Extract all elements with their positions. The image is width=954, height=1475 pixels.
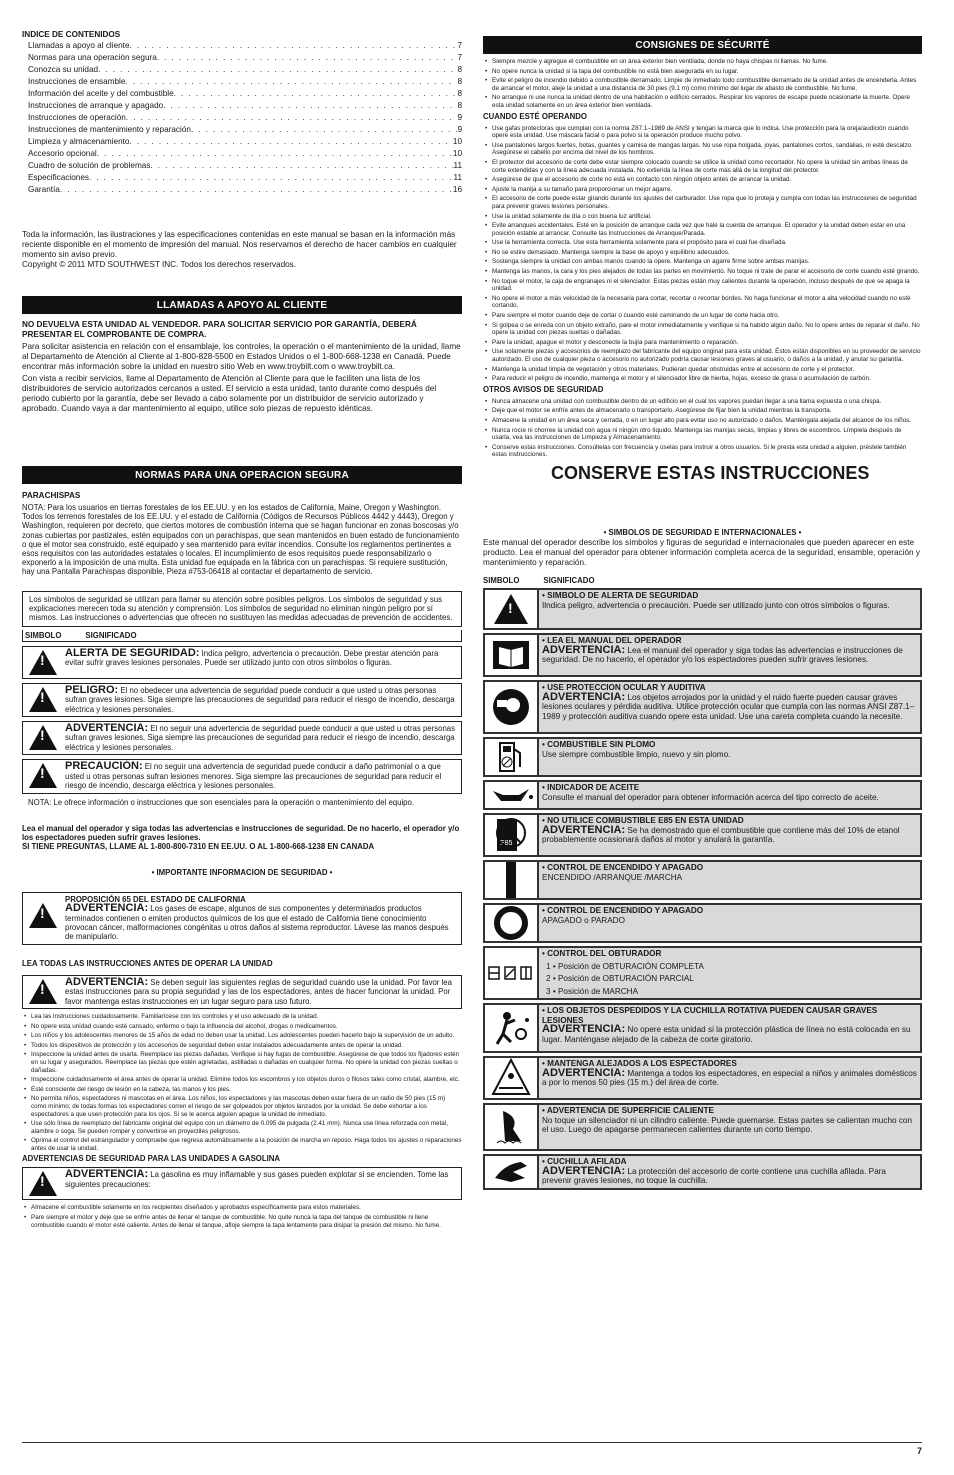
no-e85-icon [485,815,539,855]
alert-triangle-icon [485,590,539,628]
list-item: • Esté consciente del riesgo de lesión en la cabeza, las manos y los pies. [22,1086,462,1094]
toc-leader [125,76,457,88]
copyright: Copyright © 2011 MTD SOUTHWEST INC. Todos los derechos reservados. [22,260,297,269]
list-item: • No permita niños, espectadores ni mascotas en el área. Los niños, los espectadores y las mascotas deben estar fuera de un radio de 50 pies (15 m) como mínimo; de todas formas los espectadores corren el riesgo de ser golpeados por objetos lanzados por la unidad. Se debe exhortar a los espectadores a que usen protección para los ojos. Si se le acerca alguien apague la unidad de inmediato. [22,1095,462,1118]
toc-row [22,160,462,172]
toc-item-page: 8 [457,101,462,110]
signal-words [22,646,462,794]
list-item: • Use solamente piezas y accesorios de reemplazo del fabricante del equipo original para esta unidad. Éstos están disponibles en su proveedor de servicio autorizado. El uso de cualquier pieza o accesorio no autorizado podría causar lesiones graves al usuario, o daños a la unidad, y anular su garantía. [483,348,922,363]
intl-symbol-text [539,1058,920,1098]
toc-leader [130,40,458,52]
intl-symbol-desc: No opere esta unidad si la protección plástica de línea no está colocada en su lugar. Manténgase alejado de la cabeza de corte giratorio. [542,1025,911,1044]
list-item: • Inspeccione la unidad antes de usarla. Reemplace las piezas dañadas. Verifique si hay fugas de combustible. Asegúrese de que todos los fijadores estén en su lugar y asegurados. Reemplace las piezas que estén agrietadas, astilladas o dañadas en cualquier forma. No opere la unidad con piezas sueltas o dañadas. [22,1051,462,1074]
intl-symbol-text [539,948,920,998]
prop65-heading: PROPOSICIÓN 65 DEL ESTADO DE CALIFORNIA [65,894,246,904]
intl-symbol-row [483,946,922,1000]
intl-symbol-body [542,690,917,722]
toc-row [22,172,462,184]
intl-paragraph: Este manual del operador describe los símbolos y figuras de seguridad e internacionales que pueden aparecer en este producto. Lea el manual del operador para obtener información completa acerca de la seguridad, ensamble, operación y mantenimiento y reparación. [483,537,920,567]
eye-ear-protection-icon [485,682,539,732]
intl-symbol-row [483,780,922,810]
intl-symbol-heading: • CONTROL DEL OBTURADOR [542,948,662,958]
toc-leader [97,148,453,160]
list-item: • Mantenga la unidad limpia de vegetación y otros materiales. Pudieran quedar obstruidas entre el accesorio de corte y el protector. [483,366,922,374]
choke-icon [485,948,539,998]
list-item: • No opere nunca la unidad si la tapa del combustible no está bien asegurada en su lugar. [483,68,922,76]
intl-symbol-row [483,1103,922,1151]
intl-symbol-text [539,682,920,732]
toc-item-page: 11 [453,173,462,182]
intl-warning-label: ADVERTENCIA: [542,643,626,656]
choke-position: 1 • Posición de OBTURACIÓN COMPLETA [546,961,704,971]
intl-symbol-desc: ENCENDIDO /ARRANQUE /MARCHA [542,872,683,882]
toc-item-title: Instrucciones de operación [28,113,126,122]
intl-symbol-row [483,737,922,777]
intl-symbol-body [542,601,917,611]
toc-item-page: 9 [457,125,462,134]
toc-row [22,112,462,124]
toc-item-title: Llamadas a apoyo al cliente [28,41,130,50]
list-item: • Mantenga las manos, la cara y los pies alejados de todas las partes en movimiento. No toque ni trate de parar el accesorio de corte cuando esté girando. [483,268,922,276]
intl-symbol-heading: • INDICADOR DE ACEITE [542,782,640,792]
conserve-heading: CONSERVE ESTAS INSTRUCCIONES [551,462,870,483]
list-item: • Lea las instrucciones cuidadosamente. Familiarícese con los controles y el uso adecuado de la unidad. [22,1013,462,1021]
list-item: • No toque el motor, la caja de engranajes ni el silenciador. Estas piezas están muy calientes durante la operación, incluso después de que se apaga la unidad. [483,278,922,293]
toc-item-page: 16 [452,185,462,194]
toc-item-title: Información del aceite y del combustible [28,89,174,98]
normas-bar: NORMAS PARA UNA OPERACION SEGURA [22,466,462,484]
triangle-shape [29,687,57,712]
list-item: • No opere el motor a más velocidad de la necesaria para cortar, recortar o recortar bordes. No haga funcionar el motor a alta velocidad cuando no esté cortando. [483,295,922,310]
other-notices-heading: OTROS AVISOS DE SEGURIDAD [483,384,604,394]
on-switch-icon [485,862,539,898]
intl-symbol-text [539,905,920,941]
toc-row [22,88,462,100]
intl-symbol-heading: • LEA EL MANUAL DEL OPERADOR [542,635,682,645]
alert-triangle-icon [23,1168,63,1199]
intl-symbol-body [542,793,917,803]
gas-warning-label: ADVERTENCIA: [65,1168,149,1181]
intl-symbol-row [483,588,922,630]
triangle-shape [29,650,57,675]
intl-symbol-text [539,815,920,855]
intl-symbol-heading: • SIMBOLO DE ALERTA DE SEGURIDAD [542,590,699,600]
list-item: • Evite arranques accidentales. Esté en la posición de arranque cada vez que hale la cuerda de arranque. El operador y la unidad deben estar en una posición estable al arrancar. Consulte las Instrucciones de Arranque/Parada. [483,222,922,237]
intl-symbol-desc: Lea el manual del operador y siga todas las advertencias e instrucciones de seguridad. De no hacerlo, el operador y/o los espectadores pueden sufrir graves lesiones. [542,645,903,665]
signal-desc: El no seguir una advertencia de seguridad puede conducir a que usted u otras personas sufran graves lesiones. Siga siempre las precauciones de seguridad para reducir el riesgo de incendio, descarga eléctrica y lesiones personales. [65,724,456,752]
questions-call: SI TIENE PREGUNTAS, LLAME AL 1-800-800-7310 EN EE.UU. O AL 1-800-668-1238 EN CANADA [22,842,375,852]
toc-row [22,136,462,148]
intl-symbol-row [483,1154,922,1190]
page-number: 7 [916,1446,922,1456]
list-item: • Todos los dispositivos de protección y los accesorios de seguridad deben estar instalados adecuadamente antes de operar la unidad. [22,1042,462,1050]
alert-triangle-icon [23,976,63,1007]
toc-item-title: Limpieza y almacenamiento [28,137,130,146]
alert-triangle-icon [23,760,63,791]
toc-row [22,40,462,52]
intl-symbol-heading: • USE PROTECCION OCULAR Y AUDITIVA [542,682,706,692]
intl-symbol-desc: No toque un silenciador ni un cilindro caliente. Puede quemarse. Estas partes se calientan mucho con el uso. Luego de apagarse permanecen calientes durante un corto tiempo. [542,1115,913,1135]
support-paragraph-2: Con vista a recibir servicios, llame al Departamento de Atención al Cliente para que le faciliten una lista de los distribuidores de servicio autorizados cercanos a usted. El servicio a esta unidad, tanto durante como después del periodo cubierto por la garantía, debe ser llevado a cabo solamente por un distribuidor de servicio autorizado y aprobado. Cuando vaya a dar mantenimiento al equipo, utilice solo piezas de repuesto idénticas. [22,374,437,413]
other-notices-list [483,398,922,459]
toc-leader [129,136,452,148]
list-item: • No arranque ni use nunca la unidad dentro de una habitación o edificio cerrados. Respirar los vapores de escape puede ocasionarle la muerte. Opere esta unidad solamente en un área exterior bien ventilada. [483,94,922,109]
list-item: • Asegúrese de que el accesorio de corte no está en contacto con ningún objeto antes de arrancar la unidad. [483,176,922,184]
toc-item-page: 7 [457,53,462,62]
intl-symbol-heading: • NO UTILICE COMBUSTIBLE E85 EN ESTA UNIDAD [542,815,744,825]
intro-text: Toda la información, las ilustraciones y las especificaciones contenidas en este manual se basan en la información más reciente disponible en el momento de impresión del manual. Nos reservamos el derecho de hacer cambios en cualquier momento sin aviso previo. [22,230,457,259]
rules-warning-box [22,975,462,1009]
toc-item-page: 8 [457,65,462,74]
footer-rule [22,1442,922,1443]
intl-symbol-heading: • ADVERTENCIA DE SUPERFICIE CALIENTE [542,1105,714,1115]
signal-word-row [22,683,462,717]
intl-symbol-body [542,1025,917,1044]
intl-symbol-desc: Los objetos arrojados por la unidad y el ruido fuerte pueden causar graves lesiones oculares y pérdida auditiva. Utilice protección ocular que cumpla con las normas ANSI Z87.1–1989 y protección auditiva cuando opere esta unidad. Use una careta completa cuando la necesite. [542,692,915,721]
read-manual-icon [485,635,539,675]
symbols-intro: Los símbolos de seguridad se utilizan para llamar su atención sobre posibles peligros. Los símbolos de seguridad y sus explicaciones merecen toda su atención y comprensión. Los símbolos de seguridad no eliminan ningún peligro por sí mismos. Las instrucciones o advertencias que ofrecen no sustituyen las medidas adecuadas de prevención de accidentes. [29,594,453,623]
intl-symbol-row [483,1003,922,1053]
toc-list [22,40,462,196]
fuel-safety-list [483,58,922,110]
prop65-box [22,892,462,945]
list-item: • Pare siempre el motor cuando deje de cortar o cuando esté caminando de un lugar de corte hacia otro. [483,312,922,320]
alert-triangle-icon [23,684,63,715]
toc-row [22,76,462,88]
toc-leader [163,100,457,112]
toc-item-title: Normas para una operación segura [28,53,157,62]
important-info-heading: • IMPORTANTE INFORMACION DE SEGURIDAD • [151,867,333,877]
table-of-contents [22,30,462,196]
read-manual-warning: Lea el manual del operador y siga todas las advertencias e instrucciones de seguridad. De no hacerlo, el operador y/o los espectadores pueden sufrir graves lesiones. [22,823,460,842]
left-column [22,30,462,1231]
signal-label: ALERTA DE SEGURIDAD: [65,646,200,659]
toc-item-title: Accesorio opcional [28,149,97,158]
intl-warning-label: ADVERTENCIA: [542,823,626,836]
svg-text:E85: E85 [500,839,513,847]
support-bar: LLAMADAS A APOYO AL CLIENTE [22,296,462,314]
intl-symbol-row [483,633,922,677]
toc-item-title: Garantía [28,185,60,194]
signal-desc: El no seguir una advertencia de seguridad puede conducir a daño patrimonial o a que usted u otras personas sufran lesiones menores. Siga siempre las precauciones de seguridad para reducir el riesgo de incendio, descarga eléctrica y lesiones personales. [65,762,442,791]
toc-row [22,184,462,196]
toc-item-title: Especificaciones [28,173,89,182]
gas-warning-text: La gasolina es muy inflamable y sus gases pueden explotar si se encienden. Tome las siguientes precauciones: [65,1170,449,1189]
intl-symbol-text [539,590,920,628]
list-item: • Pare siempre el motor y deje que se enfríe antes de llenar el tanque de combustible. No quite nunca la tapa del tanque de combustible ni llene combustible cuando el motor esté caliente. Antes de llenar el tanque, afloje siempre la tapa lentamente para disipar la presión del mismo. No fume. [22,1214,462,1229]
signal-word-row [22,646,462,679]
toc-leader [89,172,454,184]
intl-symbol-text [539,1156,920,1188]
toc-leader [150,160,453,172]
signal-label: PELIGRO: [65,683,119,696]
signal-text [63,684,461,716]
intl-symbol-heading: • CONTROL DE ENCENDIDO Y APAGADO [542,862,704,872]
toc-leader [191,124,458,136]
symbols-intro-box [22,591,462,627]
toc-leader [157,52,458,64]
intl-symbol-text [539,739,920,775]
toc-item-title: Instrucciones de mantenimiento y reparación [28,125,191,134]
toc-leader [174,88,458,100]
intl-symbol-text [539,862,920,898]
intl-symbol-desc: APAGADO o PARADO [542,915,625,925]
toc-row [22,100,462,112]
sharp-blade-icon [485,1156,539,1188]
intl-symbol-body [542,750,917,760]
triangle-shape [29,763,57,788]
signal-desc: Indica peligro, advertencia o precaución. Debe prestar atención para evitar sufrir graves lesiones personales. Puede ser utilizado junto con otros símbolos o figuras. [65,648,439,668]
list-item: • Para reducir el peligro de incendio, mantenga el motor y el silenciador libre de hierba, hojas, exceso de grasa o acumulación de carbón. [483,375,922,383]
list-item: • Use la unidad solamente de día o con buena luz artificial. [483,213,922,221]
triangle-shape [29,725,57,750]
toc-item-title: Cuadro de solución de problemas [28,161,151,170]
gas-warning-box [22,1167,462,1200]
toc-row [22,148,462,160]
intl-symbol-desc: Mantenga a todos los espectadores, en especial a niños y animales domésticos a por lo menos 50 pies (15 m.) del área de corte. [542,1068,917,1088]
toc-leader [126,112,458,124]
toc-row [22,64,462,76]
list-item: • No se estire demasiado. Mantenga siempre la base de apoyo y equilibrio adecuados. [483,249,922,257]
parachispas-heading: PARACHISPAS [22,491,81,500]
list-item: • No opere esta unidad cuando esté cansado, enfermo o bajo la influencia del alcohol, drogas o medicamentos. [22,1023,462,1031]
col-simbolo: SIMBOLO [483,575,520,585]
right-column [483,30,922,1190]
prop65-warning-label: ADVERTENCIA: [65,902,149,915]
intl-symbols-table [483,588,922,1190]
list-item: • Si golpea o se enreda con un objeto extraño, pare el motor inmediatamente y verifique si ha habido algún daño. No lo opere antes de reparar el daño. No opere la unidad con piezas sueltas o dañadas. [483,322,922,337]
list-item: • Inspeccione cuidadosamente el área antes de operar la unidad. Elimine todos los escombros y los objetos duros o filosos tales como cristal, alambre, etc. [22,1076,462,1084]
intl-symbol-desc: La protección del accesorio de corte contiene una cuchilla afilada. Para prevenir graves lesiones, no toque la cuchilla. [542,1166,886,1186]
bystanders-icon [485,1058,539,1098]
choke-position: 2 • Posición de OBTURACIÓN PARCIAL [546,974,694,984]
intl-symbol-text [539,1105,920,1149]
intl-symbol-text [539,1005,920,1051]
signal-text [63,760,461,792]
intl-symbol-heading: • MANTENGA ALEJADOS A LOS ESPECTADORES [542,1058,737,1068]
intl-symbol-body [542,1164,917,1186]
intl-symbol-body [542,1116,917,1135]
intl-symbol-row [483,680,922,734]
list-item: • Los niños y los adolescentes menores de 15 años de edad no deben usar la unidad. Los adolescentes pueden hacerlo bajo la supervisión de un adulto. [22,1032,462,1040]
intl-symbol-text [539,635,920,675]
signal-word-row [22,759,462,793]
signal-desc: El no obedecer una advertencia de seguridad puede conducir a que usted u otras personas sufran graves lesiones. Siga siempre las precauciones de seguridad para reducir el riesgo de incendio, descarga eléctrica y lesiones personales. [65,685,455,714]
intl-warning-label: ADVERTENCIA: [542,1066,626,1079]
toc-item-page: 7 [457,41,462,50]
alert-triangle-icon [23,722,63,753]
consignes-bar: CONSIGNES DE SÉCURITÉ [483,36,922,54]
intl-symbol-text [539,782,920,808]
intl-symbol-heading: • CUCHILLA AFILADA [542,1156,627,1166]
intl-symbol-body [542,873,917,883]
intl-heading: • SIMBOLOS DE SEGURIDAD E INTERNACIONALES • [603,527,802,537]
intl-symbol-heading: • LOS OBJETOS DESPEDIDOS Y LA CUCHILLA ROTATIVA PUEDEN CAUSAR GRAVES LESIONES [542,1005,878,1025]
signal-label: ADVERTENCIA: [65,722,149,735]
parachispas-note: NOTA: Para los usuarios en tierras forestales de los EE.UU. y en los estados de California, Maine, Oregon y Washington. Todos los terrenos forestales de los EE.UU. y el estado de California (Códigos de Recursos Públicos 4442 y 4443), Oregon y Washington, requieren por decreto, que ciertos motores de combustión interna que se hagan funcionar en zonas boscosas y/o zonas cubiertas por pastizales, estén equipados con un parachispas, que sean mantenidos en buen estado de funcionamiento o que el motor sea construido, esté equipado y sea mantenido para evitar incendios. Consulte los reglamentos pertinentes a esos requisitos con las autoridades estatales o locales. El incumplimiento de esos requisitos puede responsabilizarlo o exponerlo a la imposición de una multa. Esta unidad fue equipada en la fábrica con un parachispas. Si requiere sustitución, hay una Pantalla Parachispas disponible, Pieza #753-06418 al contactar el departamento de servicio. [22,503,459,577]
intl-symbol-row [483,813,922,857]
gas-heading: ADVERTENCIAS DE SEGURIDAD PARA LAS UNIDADES A GASOLINA [22,1154,281,1164]
list-item: • Use sólo línea de reemplazo del fabricante original del equipo con un diámetro de 0.095 de pulgada (2.41 mm). Nunca use línea reforzada con metal, alambre o soga. Se pueden romper y convertirse en proyectiles peligrosos. [22,1120,462,1135]
intl-symbol-heading: • COMBUSTIBLE SIN PLOMO [542,739,656,749]
list-item: • Siempre mezcle y agregue el combustible en un área exterior bien ventilada, donde no haya chispas ni llamas. No fume. [483,58,922,66]
toc-item-page: 9 [457,113,462,122]
col-significado: SIGNIFICADO [543,575,595,585]
list-item: • Use la herramienta correcta. Use esta herramienta solamente para el propósito para el cual fue diseñada. [483,239,922,247]
support-warning: NO DEVUELVA ESTA UNIDAD AL VENDEDOR. PARA SOLICITAR SERVICIO POR GARANTÍA, DEBERÁ PRESENTAR EL COMPROBANTE DE COMPRA. [22,320,417,339]
list-item: • Almacene el combustible solamente en los recipientes diseñados y aprobados específicamente para estos materiales. [22,1204,462,1212]
list-item: • Sostenga siempre la unidad con ambas manos cuando la opere. Mantenga un agarre firme sobre ambas manijas. [483,258,922,266]
list-item: • Oprima el control del estrangulador y compruebe que regresa automáticamente a la posición de marcha en reposo. Haga todos los ajustes o reparaciones antes de usar la unidad. [22,1137,462,1152]
intl-symbol-heading: • CONTROL DE ENCENDIDO Y APAGADO [542,905,704,915]
intl-table-header [483,576,922,585]
toc-item-page: 8 [457,89,462,98]
col-simbolo: SIMBOLO [25,630,62,640]
toc-item-title: Instrucciones de ensamble [28,77,126,86]
oil-can-icon [485,782,539,808]
toc-item-page: 10 [452,149,462,158]
list-item: • Conserve estas instrucciones. Consúltelas con frecuencia y úselas para instruir a otros usuarios. Si le presta esta unidad a alguien, préstele también estas instrucciones. [483,444,922,459]
operating-heading: CUANDO ESTÉ OPERANDO [483,111,587,121]
list-item: • El accesorio de corte puede estar girando durante los ajustes del carburador. Use ropa que lo proteja y cumpla con todas las instrucciones de seguridad para prevenir graves lesiones personales. [483,195,922,210]
toc-item-page: 10 [452,137,462,146]
intl-symbol-row [483,860,922,900]
symbols-table-header [22,630,462,642]
intl-warning-label: ADVERTENCIA: [542,1164,626,1177]
list-item: • Deje que el motor se enfríe antes de almacenarlo o transportarlo. Asegúrese de fijar bien la unidad mientras la transporta. [483,407,922,415]
toc-item-page: 11 [453,161,462,170]
list-item: • Evite el peligro de incendio debido a combustible derramado. Limpie de inmediato todo combustible derramado de la unidad antes de encenderla. Antes de arrancar el motor, aleje la unidad a una distancia de 30 pies (9.1 m) como mínimo del lugar de abasto de combustible. No fume. [483,77,922,92]
list-item: • Use gafas protectoras que cumplan con la norma Z87.1–1989 de ANSI y tengan la marca que lo indica. Use protección para la oreja/audición cuando opere esta unidad. Use máscara facial o para polvo si la operación produce mucho polvo. [483,125,922,140]
operating-list [483,125,922,383]
toc-leader [60,184,453,196]
toc-title: INDICE DE CONTENIDOS [22,30,121,39]
intl-symbol-body [542,1066,917,1088]
list-item: • Nunca rocíe ni chorree la unidad con agua ni ningún otro líquido. Mantenga las manijas secas, limpias y libres de escombros. Límpiela después de usarla, vea las instrucciones de Limpieza y Almacenamiento. [483,427,922,442]
col-significado: SIGNIFICADO [85,630,137,640]
alert-triangle-icon [23,893,63,931]
intl-warning-label: ADVERTENCIA: [542,690,626,703]
signal-label: PRECAUCIÓN: [65,760,143,773]
toc-item-title: Conozca su unidad [28,65,99,74]
signal-word-row [22,721,462,755]
intl-symbol-desc: Se ha demostrado que el combustible que contiene más del 10% de etanol probablemente ocasionará daños al motor y anulará la garantía. [542,825,900,845]
rules-warning-text: Se deben seguir las siguientes reglas de seguridad cuando use la unidad. Por favor lea estas instrucciones para su propia seguridad y las de los espectadores, antes de hacer funcionar la unidad. Por favor mantenga estas instrucciones en un lugar seguro para uso futuro. [65,977,452,1006]
signal-text [63,647,461,670]
hot-surface-icon [485,1105,539,1149]
intl-warning-label: ADVERTENCIA: [542,1023,626,1036]
intl-symbol-desc: Use siempre combustible limpio, nuevo y sin plomo. [542,749,731,759]
alert-triangle-icon [23,647,63,678]
toc-row [22,52,462,64]
intl-symbol-desc: Ilndica peligro, advertencia o precaución. Puede ser utilizado junto con otros símbolos o figuras. [542,600,890,610]
intl-symbol-row [483,903,922,943]
fuel-pump-icon [485,739,539,775]
off-switch-icon [485,905,539,941]
nota-text: NOTA: Le ofrece información o instrucciones que son esenciales para la operación o mantenimiento del equipo. [28,797,415,807]
list-item: • El protector del accesorio de corte debe estar siempre colocado cuando se utilice la unidad como recortador. No opere la unidad sin ambas líneas de corte extendidas y con la línea adecuada instalada. No extienda la línea de corte más allá de la longitud del protector. [483,159,922,174]
list-item: • Ajuste la manija a su tamaño para proporcionar un mejor agarre. [483,186,922,194]
list-item: • Nunca almacene una unidad con combustible dentro de un edificio en el cual los vapores puedan llegar a una llama expuesta o una chispa. [483,398,922,406]
rules-warning-label: ADVERTENCIA: [65,975,149,988]
choke-position: 3 • Posición de MARCHA [546,986,639,996]
read-all-heading: LEA TODAS LAS INSTRUCCIONES ANTES DE OPERAR LA UNIDAD [22,958,273,968]
prop65-text: Los gases de escape, algunos de sus componentes y determinados productos terminados contienen o emiten productos químicos de los que el estado de California tiene conocimiento provocan cáncer, malformaciones congénitas u otros daños al sistema reproductor. Lávese las manos después de manipularlo. [65,904,449,942]
intl-symbol-body [542,823,917,845]
thrown-objects-icon [485,1005,539,1051]
intl-symbol-row [483,1056,922,1100]
signal-text [63,722,461,754]
toc-row [22,124,462,136]
list-item: • Almacene la unidad en un área seca y cerrada, o en un lugar alto para evitar uso no autorizado o daños. Manténgala alejada del alcance de los niños. [483,417,922,425]
list-item: • Pare la unidad, apague el motor y desconecte la bujía para mantenimiento o reparación. [483,339,922,347]
intl-symbol-desc: Consulte el manual del operador para obtener información acerca del tipo correcto de aceite. [542,792,879,802]
support-paragraph-1: Para solicitar asistencia en relación con el ensamblaje, los controles, la operación o el mantenimiento de la unidad, llame al Departamento de Atención al Cliente al 1-800-828-5500 en Estados Unidos o el 1-800-668-1238 en Canadá. Puede encontrar más información sobre la unidad en nuestro sitio Web en www.troybilt.com o www.troybilt.ca. [22,342,461,371]
rules-list [22,1013,462,1153]
gas-list [22,1204,462,1229]
toc-item-title: Instrucciones de arranque y apagado [28,101,164,110]
intl-symbol-body [542,643,917,665]
toc-leader [98,64,457,76]
toc-item-page: 8 [457,77,462,86]
intl-symbol-body [542,916,917,926]
list-item: • Use pantalones largos fuertes, botas, guantes y camisa de mangas largas. No use ropa holgada, joyas, pantalones cortos, sandalias, ni esté descalzo. Asegúrese el cabello por encima del nivel de los hombros. [483,142,922,157]
